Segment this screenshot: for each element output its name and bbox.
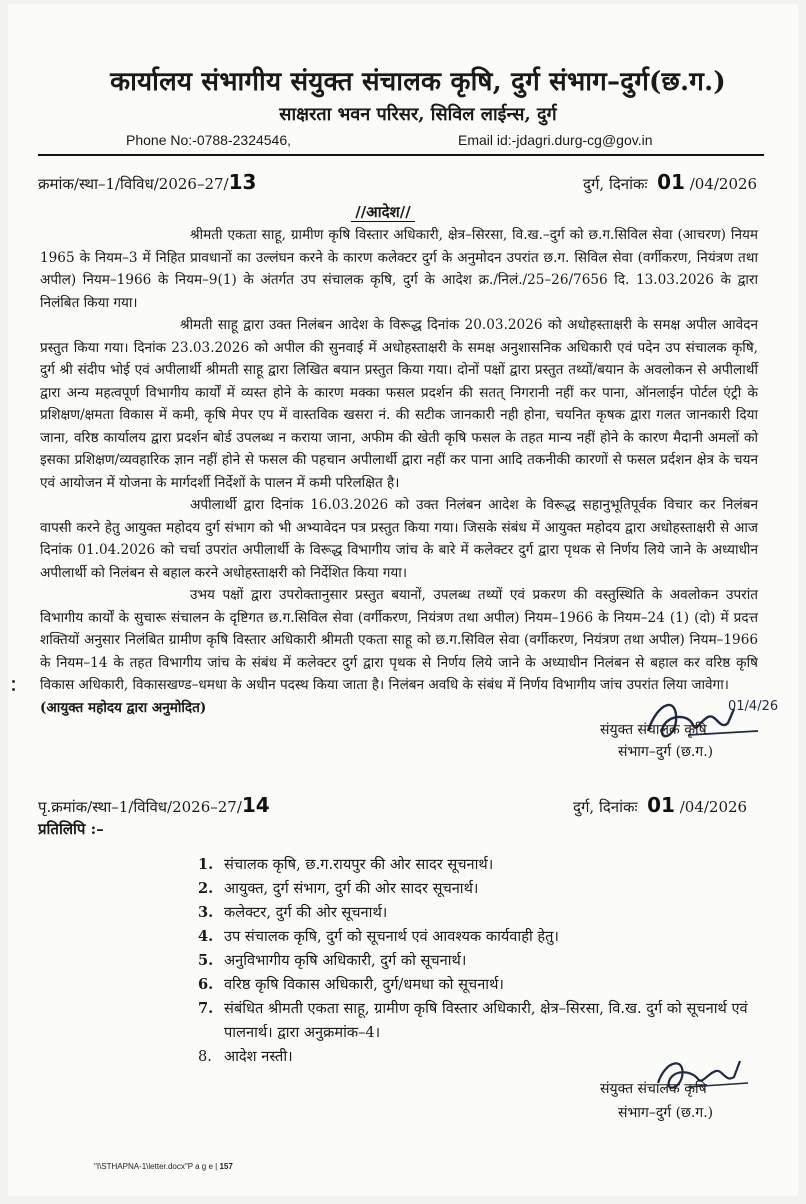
copy-order-number: पृ.क्रमांक/स्था–1/विविध/2026–27/14: [38, 792, 270, 817]
paragraph-appeal: श्रीमती साहू द्वारा उक्त निलंबन आदेश के विरूद्ध दिनांक 20.03.2026 को अधोहस्ताक्षरी के समक्ष अपील आवेदन प्रस्तुत किया गया। दिनांक 23.03.2026 को अपील की सुनवाई में अधोहस्ताक्षरी के समक्ष अनुशासनिक अधिकारी एवं पदेन उप संचालक कृषि, दुर्ग श्री संदीप भोई एवं अपीलार्थी श्रीमती साहू द्वारा लिखित बयान प्रस्तुत किया गया। दोनों पक्षों द्वारा प्रस्तुत तथ्यों/बयान के अवलोकन से अपीलार्थी द्वारा अन्य महत्वपूर्ण विभागीय कार्यों में व्यस्त होने के कारण मक्का फसल प्रदर्शन की सतत् निगरानी नहीं कर पाना, ऑनलाईन पोर्टल एंट्री के प्रशिक्षण/क्षमता विकास में कमी, कृषि मेपर एप में वास्तविक खसरा नं. की सटीक जानकारी नही होना, चयनित कृषक द्वारा गलत जानकारी दिया जाना, वरिष्ठ कार्यालय द्वारा प्रदर्शन बोर्ड उपलब्ध न कराया जाना, अफीम की खेती कृषि फसल के तहत मान्य नहीं होने के कारण मैदानी अमलों को इसका प्रशिक्षण/व्यवहारिक ज्ञान नहीं होने से फसल की पहचान अपीलार्थी द्वारा नहीं कर पाना आदि तकनीकी कारणों से फसल प्रर्दशन क्षेत्र के चयन एवं आयोजन में योजना के मार्गदर्शी निर्देशों के पालन में कमी परिलक्षित है।: [40, 317, 758, 491]
list-item: 1. संचालक कृषि, छ.ग.रायपुर की ओर सादर सूचनार्थ।: [198, 855, 494, 873]
office-title: कार्यालय संभागीय संयुक्त संचालक कृषि, दुर्ग संभाग–दुर्ग(छ.ग.): [110, 67, 726, 97]
file-path: "I\STHAPNA-1\letter.docx": [94, 1162, 188, 1171]
copy-label: प्रतिलिपि :–: [38, 819, 104, 838]
order-date: दुर्ग, दिनांकः 01 /04/2026: [583, 170, 758, 194]
scan-speck: [12, 688, 15, 691]
signatory-name: संयुक्त संचालक कृषि: [600, 721, 707, 738]
list-item: 7. संबंधित श्रीमती एकता साहू, ग्रामीण कृषि विस्तार अधिकारी, क्षेत्र–सिरसा, वि.ख. दुर्ग को सूचनार्थ एवं पालनार्थ। द्वारा अनुक्रमांक–4।: [198, 999, 748, 1041]
copy-reference-line: [38, 792, 758, 819]
order-number: क्रमांक/स्था–1/विविध/2026–27/13: [38, 170, 257, 194]
email-address: Email id:-jdagri.durg-cg@gov.in: [458, 132, 653, 148]
list-item: 2. आयुक्त, दुर्ग संभाग, दुर्ग की ओर सादर सूचनार्थ।: [198, 879, 479, 897]
list-item: 3. कलेक्टर, दुर्ग की ओर सूचनार्थ।: [198, 903, 388, 921]
paragraph-suspension: श्रीमती एकता साहू, ग्रामीण कृषि विस्तार अधिकारी, क्षेत्र–सिरसा, वि.ख.–दुर्ग को छ.ग.सिविल सेवा (आचरण) नियम 1965 के नियम–3 में निहित प्रावधानों का उल्लंघन करने के कारण कलेक्टर दुर्ग के अनुमोदन उपरांत छ.ग. सिविल सेवा (वर्गीकरण, नियंत्रण तथा अपील) नियम–1966 के नियम–9(1) के अंतर्गत उप संचालक कृषि, दुर्ग के आदेश क्र./निलं./25–26/7656 दि. 13.03.2026 के द्वारा निलंबित किया गया।: [40, 227, 758, 311]
list-item: 8. आदेश नस्ती।: [198, 1047, 293, 1065]
header-rule: [38, 154, 764, 156]
signatory-division: संभाग–दुर्ग (छ.ग.): [618, 743, 714, 760]
page-number: 157: [219, 1162, 233, 1171]
order-reference-line: [38, 170, 758, 196]
list-item: 6. वरिष्ठ कृषि विकास अधिकारी, दुर्ग/धमधा को सूचनार्थ।: [198, 975, 504, 993]
paragraph-representation: अपीलार्थी द्वारा दिनांक 16.03.2026 को उक्त निलंबन आदेश के विरूद्ध सहानुभूतिपूर्वक विचार कर निलंबन वापसी करने हेतु आयुक्त महोदय दुर्ग संभाग को भी अभ्यावेदन पत्र प्रस्तुत किया गया। जिसके संबंध में आयुक्त महोदय द्वारा अधोहस्ताक्षरी से आज दिनांक 01.04.2026 को चर्चा उपरांत अपीलार्थी के विरूद्ध विभागीय जांच के बारे में कलेक्टर दुर्ग द्वारा पृथक से निर्णय लिये जाने के अध्याधीन अपीलार्थी को निलंबन से बहाल करने अधोहस्ताक्षरी को निर्देशित किया गया।: [40, 497, 758, 581]
scan-speck: [12, 680, 15, 683]
signature-block-copy: [78, 1075, 758, 1135]
page-footer: [94, 1162, 233, 1171]
copy-date-handwritten: 01: [647, 792, 675, 817]
copy-number-handwritten: 14: [241, 792, 270, 817]
paragraph-reinstatement: उभय पक्षों द्वारा उपरोक्तानुसार प्रस्तुत बयानों, उपलब्ध तथ्यों एवं प्रकरण की वस्तुस्थिति के अवलोकन उपरांत विभागीय कार्यों के सुचारू संचालन के दृष्टिगत छ.ग.सिविल सेवा (वर्गीकरण, नियंत्रण तथा अपील) नियम–1966 के नियम–24 (1) (दो) में प्रदत्त शक्तियों अनुसार निलंबित ग्रामीण कृषि विस्तार अधिकारी श्रीमती एकता साहू को छ.ग.सिविल सेवा (वर्गीकरण, नियंत्रण तथा अपील) नियम–1966 के नियम–14 के तहत विभागीय जांच के संबंध में कलेक्टर दुर्ग द्वारा पृथक से निर्णय लिये जाने के अध्याधीन निलंबन से बहाल कर वरिष्ठ कृषि विकास अधिकारी, विकासखण्ड–धमधा के अधीन पदस्थ किया जाता है। निलंबन अवधि के संबंध में निर्णय विभागीय जांच उपरांत लिया जावेगा।: [40, 587, 758, 693]
signatory-name-copy: संयुक्त संचालक कृषि: [600, 1080, 707, 1097]
order-date-handwritten: 01: [657, 170, 685, 194]
list-item: 5. अनुविभागीय कृषि अधिकारी, दुर्ग को सूचनार्थ।: [198, 951, 467, 969]
office-address: साक्षरता भवन परिसर, सिविल लाईन्स, दुर्ग: [279, 104, 557, 125]
order-number-handwritten: 13: [228, 170, 257, 194]
copy-list: [78, 853, 758, 1069]
phone-number: Phone No:-0788-2324546,: [126, 132, 292, 148]
signatory-division-copy: संभाग–दुर्ग (छ.ग.): [618, 1104, 714, 1121]
letter-page: [8, 4, 798, 1196]
contact-line: [78, 130, 758, 152]
signature-date-handwritten: 01/4/26: [728, 698, 779, 714]
copy-date: दुर्ग, दिनांकः 01 /04/2026: [573, 792, 748, 817]
order-body: [40, 224, 758, 697]
list-item: 4. उप संचालक कृषि, दुर्ग को सूचनार्थ एवं आवश्यक कार्यवाही हेतु।: [198, 927, 559, 945]
order-title: //आदेश//: [8, 202, 758, 222]
page-label: P a g e |: [187, 1162, 218, 1171]
approval-note: (आयुक्त महोदय द्वारा अनुमोदित): [40, 699, 207, 716]
